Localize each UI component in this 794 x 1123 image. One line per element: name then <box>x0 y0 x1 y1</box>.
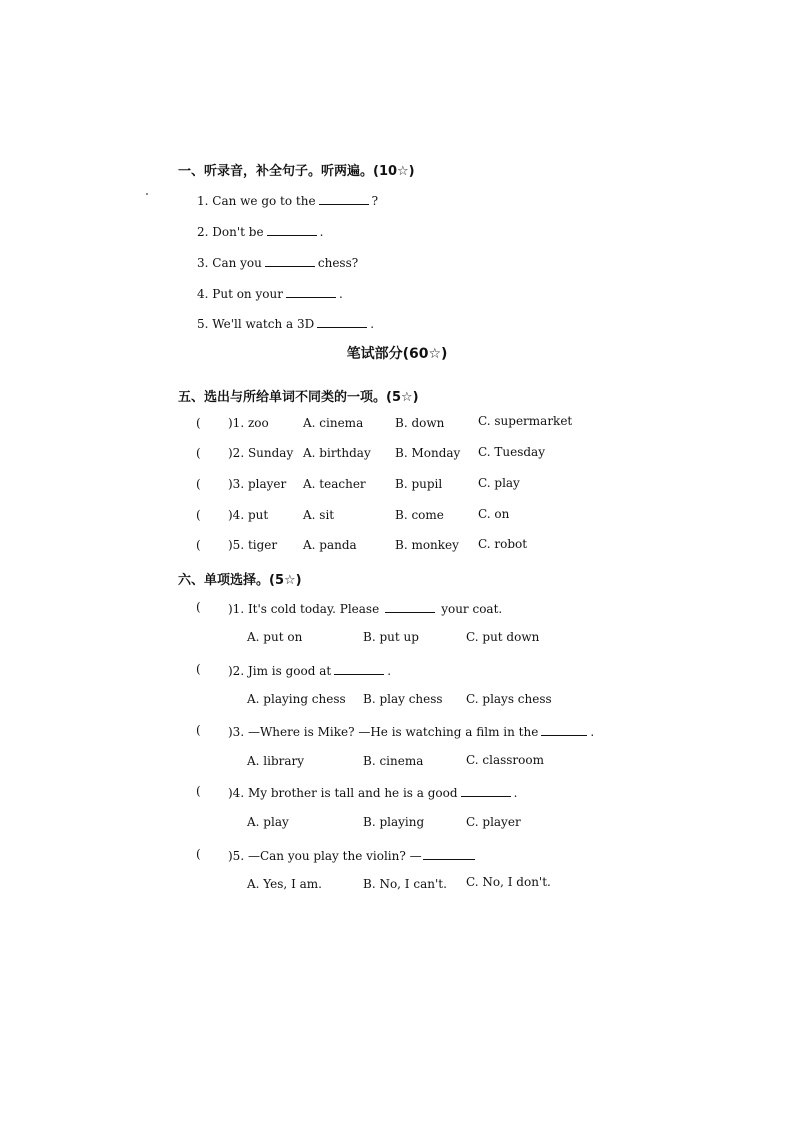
option-c: C. robot <box>478 537 528 551</box>
option-a: A. sit <box>303 508 335 522</box>
option-b: B. No, I can't. <box>363 877 447 891</box>
option-c: C. supermarket <box>478 414 573 428</box>
answer-parentheses[interactable]: ( <box>196 416 201 430</box>
option-c: C. plays chess <box>466 692 552 706</box>
question-text-end: . <box>513 786 518 800</box>
choice-question-5 <box>228 847 478 863</box>
answer-blank[interactable] <box>385 600 435 613</box>
question-text: )4. My brother is tall and he is a good <box>228 786 458 800</box>
question-text-end: your coat. <box>441 602 503 616</box>
option-b: B. play chess <box>363 692 443 706</box>
listening-item-end: ? <box>371 194 379 208</box>
choice-question-2 <box>228 662 391 678</box>
option-c: C. on <box>478 507 510 521</box>
answer-parentheses[interactable]: ( <box>196 538 201 552</box>
listening-item-text: 5. We'll watch a 3D <box>197 317 315 331</box>
option-c: C. Tuesday <box>478 445 545 459</box>
answer-blank[interactable] <box>265 254 315 267</box>
question-text-end: . <box>387 664 392 678</box>
option-c: C. player <box>466 815 521 829</box>
option-b: B. Monday <box>395 446 461 460</box>
answer-parentheses[interactable]: ( <box>196 446 201 460</box>
odd-one-out-section-heading: 五、选出与所给单词不同类的一项。(5☆) <box>178 390 419 405</box>
listening-item-text: 1. Can we go to the <box>197 194 316 208</box>
answer-blank[interactable] <box>423 847 475 860</box>
option-c: C. play <box>478 476 520 490</box>
question-text: )5. —Can you play the violin? — <box>228 849 422 863</box>
question-text: )3. —Where is Mike? —He is watching a film in the <box>228 725 539 739</box>
answer-parentheses[interactable]: ( <box>196 508 201 522</box>
option-a: A. Yes, I am. <box>247 877 322 891</box>
option-b: B. monkey <box>395 538 459 552</box>
answer-parentheses[interactable]: ( <box>196 600 201 614</box>
option-b: B. playing <box>363 815 425 829</box>
answer-blank[interactable] <box>267 223 317 236</box>
option-a: A. birthday <box>303 446 371 460</box>
question-word: )5. tiger <box>228 538 278 552</box>
answer-parentheses[interactable]: ( <box>196 477 201 491</box>
answer-blank[interactable] <box>541 723 587 736</box>
option-b: B. pupil <box>395 477 443 491</box>
listening-item-end: . <box>370 317 375 331</box>
listening-item-end: . <box>338 287 343 301</box>
option-b: B. cinema <box>363 754 424 768</box>
option-c: C. classroom <box>466 753 544 767</box>
option-a: A. panda <box>303 538 357 552</box>
option-b: B. down <box>395 416 445 430</box>
scan-speck <box>146 193 148 195</box>
option-a: A. play <box>247 815 289 829</box>
choice-question-4 <box>228 784 517 800</box>
option-a: A. library <box>247 754 305 768</box>
listening-item-1 <box>197 192 378 208</box>
listening-item-3 <box>197 254 358 270</box>
option-b: B. come <box>395 508 444 522</box>
question-word: )3. player <box>228 477 287 491</box>
answer-blank[interactable] <box>461 784 511 797</box>
question-text: )2. Jim is good at <box>228 664 332 678</box>
written-part-title: 笔试部分(60☆) <box>346 346 448 362</box>
choice-question-3 <box>228 723 594 739</box>
answer-parentheses[interactable]: ( <box>196 662 201 676</box>
answer-parentheses[interactable]: ( <box>196 784 201 798</box>
listening-item-4 <box>197 285 343 301</box>
option-a: A. cinema <box>303 416 364 430</box>
listening-item-5 <box>197 315 374 331</box>
answer-blank[interactable] <box>286 285 336 298</box>
option-c: C. No, I don't. <box>466 875 551 889</box>
question-text-end: . <box>590 725 595 739</box>
question-word: )4. put <box>228 508 269 522</box>
question-word: )1. zoo <box>228 416 269 430</box>
answer-blank[interactable] <box>334 662 384 675</box>
option-a: A. put on <box>247 630 303 644</box>
option-a: A. playing chess <box>247 692 346 706</box>
option-b: B. put up <box>363 630 419 644</box>
answer-blank[interactable] <box>319 192 369 205</box>
listening-item-text: 4. Put on your <box>197 287 283 301</box>
question-text: )1. It's cold today. Please <box>228 602 380 616</box>
question-word: )2. Sunday <box>228 446 294 460</box>
listening-item-end: . <box>319 225 324 239</box>
option-a: A. teacher <box>303 477 366 491</box>
single-choice-section-heading: 六、单项选择。(5☆) <box>178 573 302 588</box>
listening-item-end: chess? <box>317 256 359 270</box>
answer-blank[interactable] <box>317 315 367 328</box>
listening-item-2 <box>197 223 323 239</box>
listening-item-text: 3. Can you <box>197 256 262 270</box>
option-c: C. put down <box>466 630 540 644</box>
choice-question-1 <box>228 600 502 616</box>
listening-section-heading: 一、听录音，补全句子。听两遍。(10☆) <box>178 164 415 179</box>
answer-parentheses[interactable]: ( <box>196 723 201 737</box>
listening-item-text: 2. Don't be <box>197 225 264 239</box>
answer-parentheses[interactable]: ( <box>196 847 201 861</box>
